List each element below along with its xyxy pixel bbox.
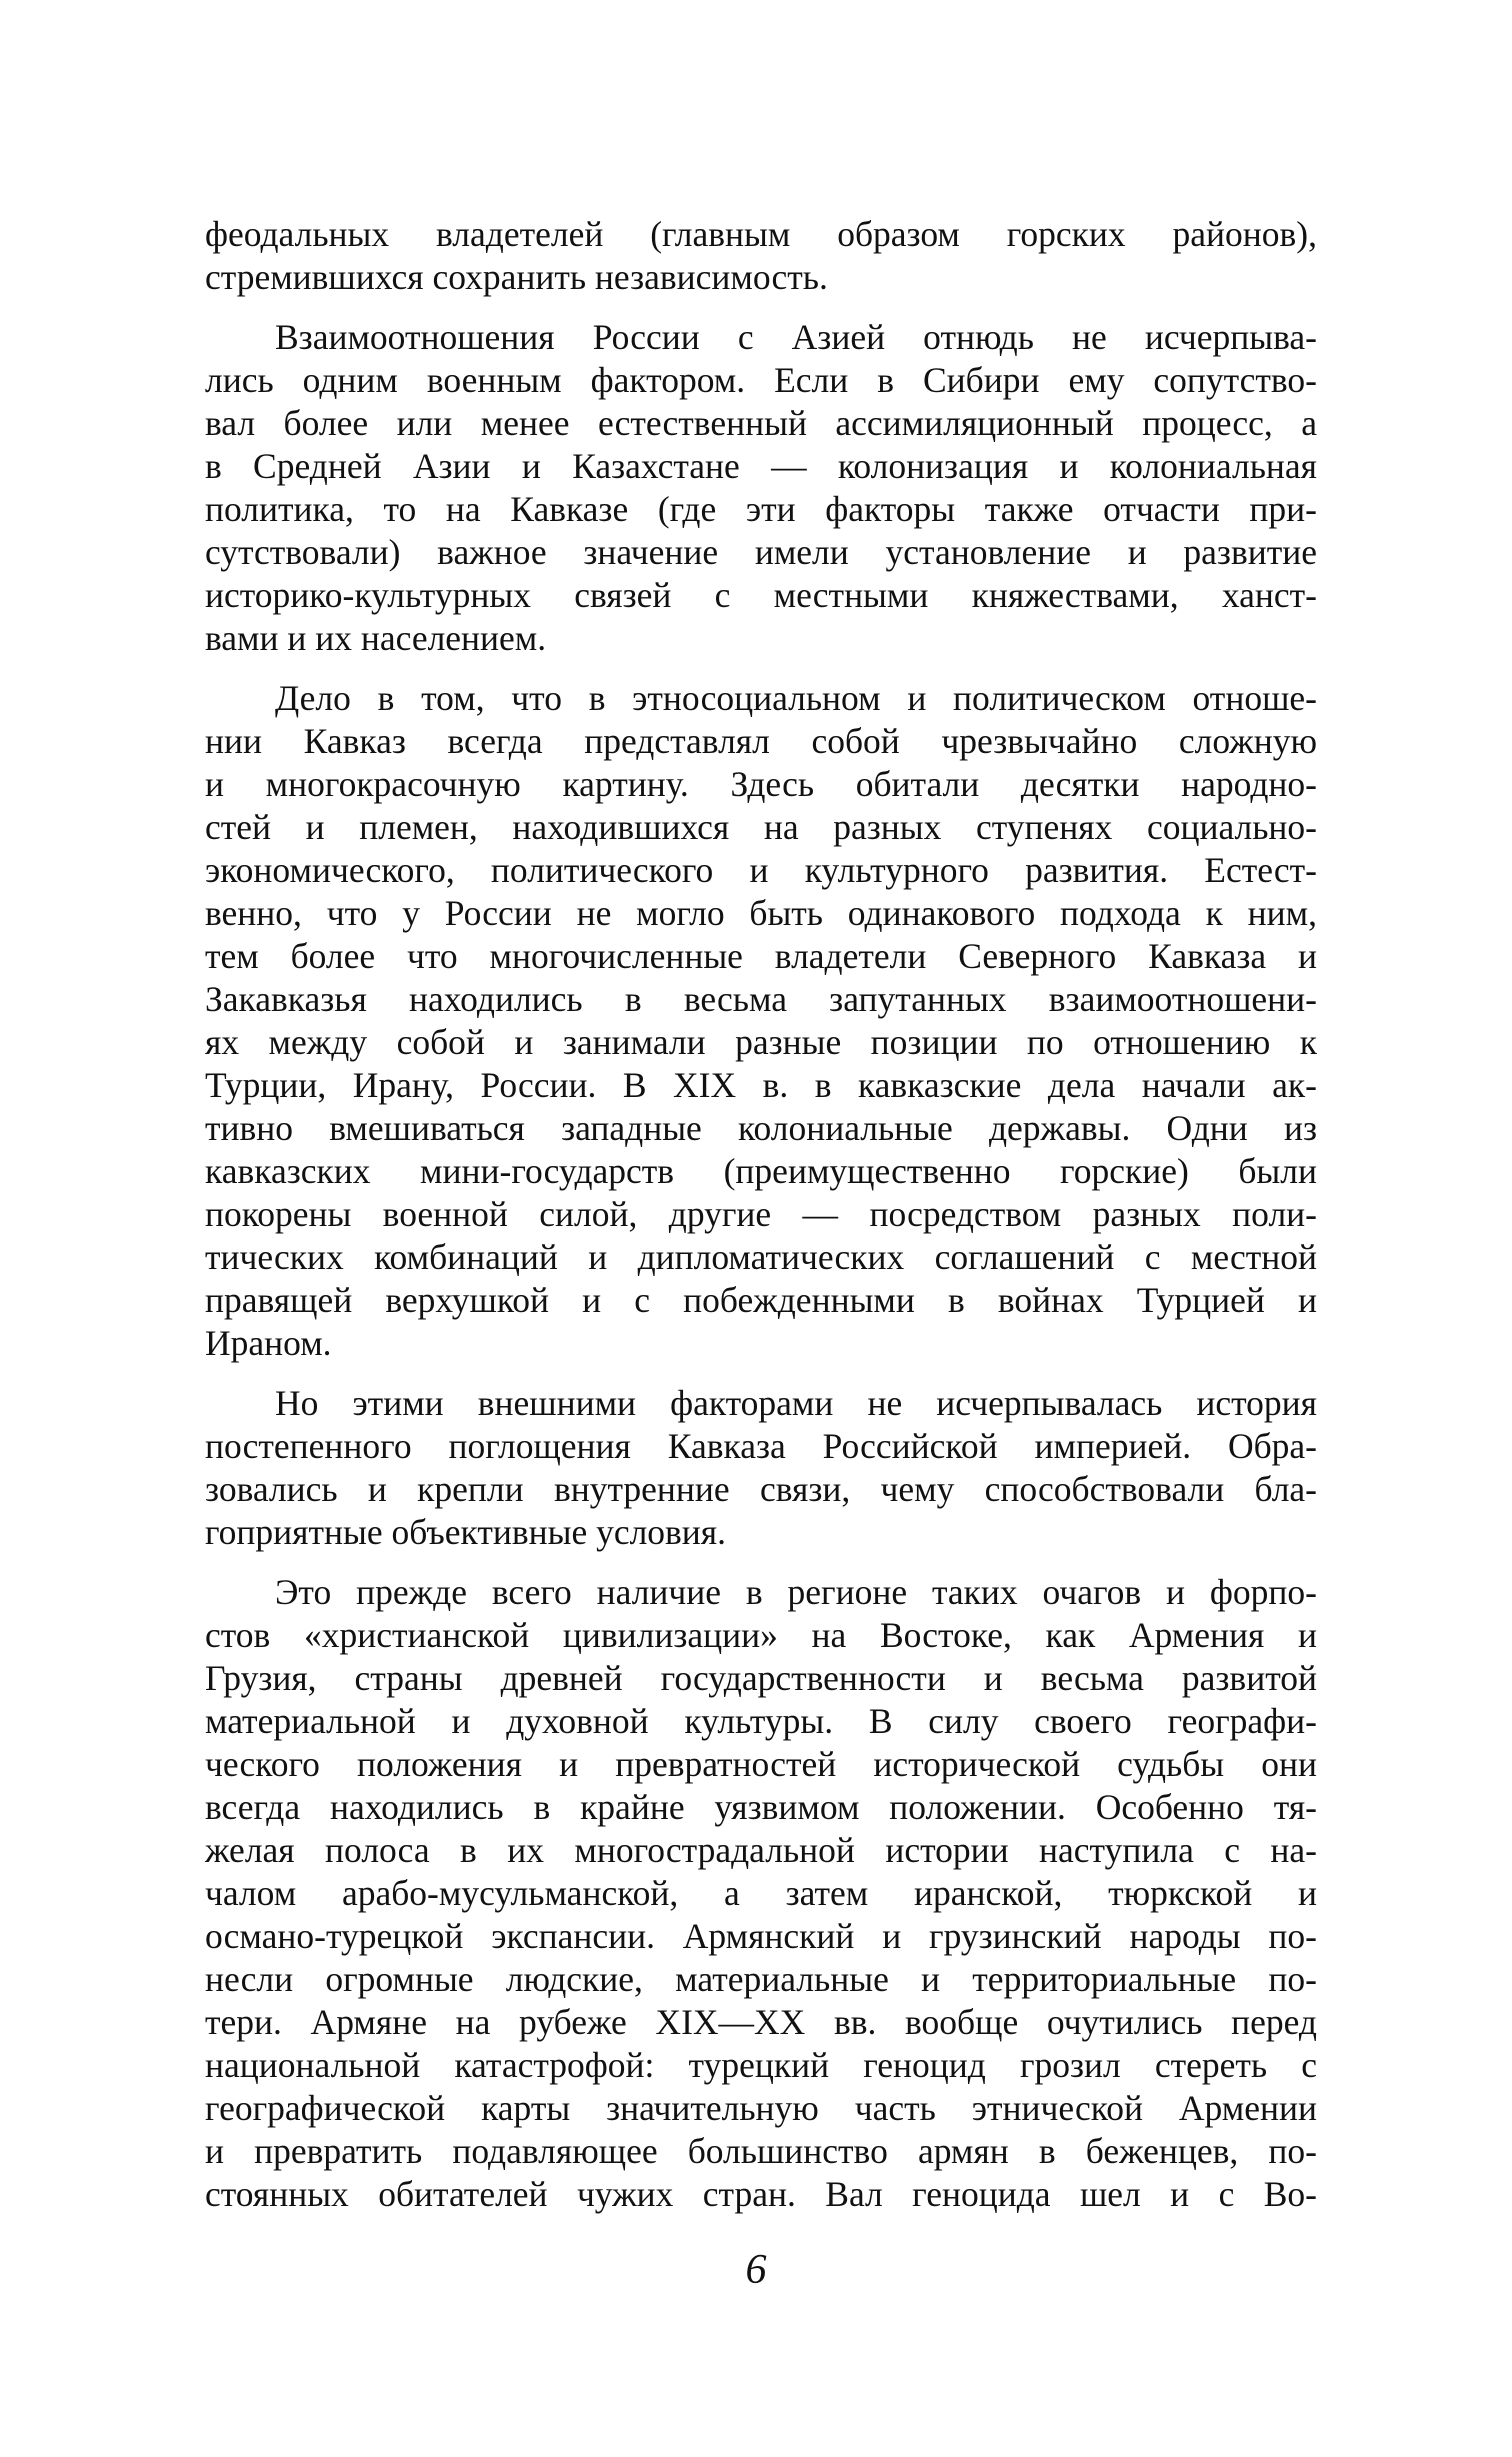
text-line: стов «христианской цивилизации» на Востоке, как Армения и: [205, 1615, 1317, 1655]
text-line: османо-турецкой экспансии. Армянский и грузинский народы по-: [205, 1916, 1317, 1956]
text-line: Ираном.: [205, 1323, 332, 1363]
text-line: стремившихся сохранить независимость.: [205, 257, 828, 297]
text-line: гоприятные объективные условия.: [205, 1512, 727, 1552]
paragraph-gap: [205, 299, 1317, 316]
text-line: несли огромные людские, материальные и территориальные по-: [205, 1959, 1317, 1999]
text-line: зовались и крепли внутренние связи, чему способствовали бла-: [205, 1469, 1317, 1509]
text-line: покорены военной силой, другие — посредством разных поли-: [205, 1194, 1317, 1234]
paragraph-gap: [205, 1365, 1317, 1382]
text-line: феодальных владетелей (главным образом горских районов),: [205, 214, 1317, 254]
text-line: лись одним военным фактором. Если в Сибири ему сопутство-: [205, 360, 1317, 400]
text-line: политика, то на Кавказе (где эти факторы также отчасти при-: [205, 489, 1317, 529]
text-line: тери. Армяне на рубеже XIX—XX вв. вообще очутились перед: [205, 2002, 1317, 2042]
paragraph-gap: [205, 1554, 1317, 1571]
text-line: Взаимоотношения России с Азией отнюдь не исчерпыва-: [275, 317, 1317, 357]
paragraph-gap: [205, 660, 1317, 677]
text-line: тем более что многочисленные владетели Северного Кавказа и: [205, 936, 1317, 976]
paragraph: [205, 316, 1317, 660]
text-line: сутствовали) важное значение имели установление и развитие: [205, 532, 1317, 572]
text-line: Дело в том, что в этносоциальном и политическом отноше-: [275, 678, 1317, 718]
text-line: историко-культурных связей с местными княжествами, ханст-: [205, 575, 1317, 615]
text-line: стоянных обитателей чужих стран. Вал геноцида шел и с Во-: [205, 2174, 1317, 2214]
document-body: [205, 213, 1317, 2216]
page-number: 6: [745, 2247, 767, 2293]
text-line: всегда находились в крайне уязвимом положении. Особенно тя-: [205, 1787, 1317, 1827]
text-line: венно, что у России не могло быть одинакового подхода к ним,: [205, 893, 1317, 933]
paragraph: [205, 1571, 1317, 2216]
text-line: и превратить подавляющее большинство армян в беженцев, по-: [205, 2131, 1317, 2171]
paragraphs-container: [205, 213, 1317, 2216]
text-line: материальной и духовной культуры. В силу своего географи-: [205, 1701, 1317, 1741]
text-line: Но этими внешними факторами не исчерпывалась история: [275, 1383, 1317, 1423]
text-line: тивно вмешиваться западные колониальные державы. Одни из: [205, 1108, 1317, 1148]
paragraph: [205, 1382, 1317, 1554]
text-line: стей и племен, находившихся на разных ступенях социально-: [205, 807, 1317, 847]
text-line: правящей верхушкой и с побежденными в войнах Турцией и: [205, 1280, 1317, 1320]
text-line: ях между собой и занимали разные позиции по отношению к: [205, 1022, 1317, 1062]
text-line: кавказских мини-государств (преимущественно горские) были: [205, 1151, 1317, 1191]
text-line: географической карты значительную часть этнической Армении: [205, 2088, 1317, 2128]
text-line: в Средней Азии и Казахстане — колонизация и колониальная: [205, 446, 1317, 486]
text-line: чалом арабо-мусульманской, а затем иранской, тюркской и: [205, 1873, 1317, 1913]
text-line: Это прежде всего наличие в регионе таких очагов и форпо-: [275, 1572, 1317, 1612]
text-line: национальной катастрофой: турецкий геноцид грозил стереть с: [205, 2045, 1317, 2085]
text-line: вами и их населением.: [205, 618, 547, 658]
text-line: Турции, Ирану, России. В XIX в. в кавказские дела начали ак-: [205, 1065, 1317, 1105]
text-line: нии Кавказ всегда представлял собой чрезвычайно сложную: [205, 721, 1317, 761]
text-line: и многокрасочную картину. Здесь обитали десятки народно-: [205, 764, 1317, 804]
text-line: тических комбинаций и дипломатических соглашений с местной: [205, 1237, 1317, 1277]
text-line: экономического, политического и культурного развития. Естест-: [205, 850, 1317, 890]
text-line: ческого положения и превратностей исторической судьбы они: [205, 1744, 1317, 1784]
text-line: Закавказья находились в весьма запутанных взаимоотношени-: [205, 979, 1317, 1019]
text-line: Грузия, страны древней государственности и весьма развитой: [205, 1658, 1317, 1698]
paragraph: [205, 677, 1317, 1365]
text-line: постепенного поглощения Кавказа Российской империей. Обра-: [205, 1426, 1317, 1466]
paragraph: [205, 213, 1317, 299]
text-line: вал более или менее естественный ассимиляционный процесс, а: [205, 403, 1317, 443]
text-line: желая полоса в их многострадальной истории наступила с на-: [205, 1830, 1317, 1870]
